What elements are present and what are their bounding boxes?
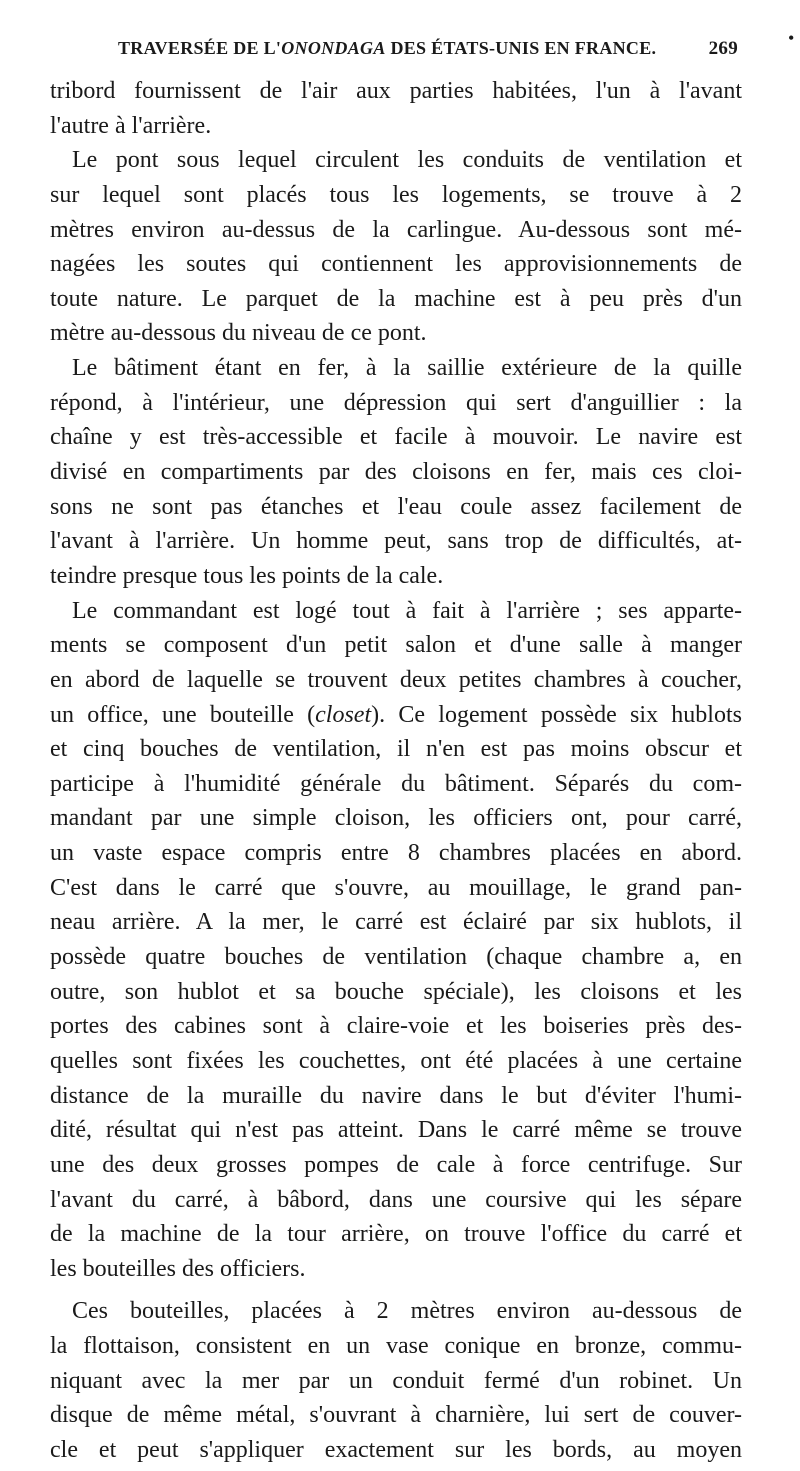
- text-line: cle et peut s'appliquer exactement sur les bords, au moyen: [50, 1436, 742, 1463]
- text-line: quelles sont fixées les couchettes, ont été placées à une certaine: [50, 1047, 742, 1074]
- running-header: [118, 38, 738, 68]
- italic-word: closet: [315, 701, 372, 728]
- paragraph-gap: [50, 1286, 742, 1294]
- text-line: en abord de laquelle se trouvent deux petites chambres à coucher,: [50, 666, 742, 693]
- text-line: participe à l'humidité générale du bâtiment. Séparés du com-: [50, 770, 742, 797]
- text-line: disque de même métal, s'ouvrant à charnière, lui sert de couver-: [50, 1402, 742, 1429]
- text-line: neau arrière. A la mer, le carré est éclairé par six hublots, il: [50, 909, 742, 936]
- body-text: [50, 74, 742, 1468]
- text-line: portes des cabines sont à claire-voie et les boiseries près des-: [50, 1013, 742, 1040]
- text-line: la flottaison, consistent en un vase conique en bronze, commu-: [50, 1333, 742, 1360]
- text-line: Le bâtiment étant en fer, à la saillie extérieure de la quille: [72, 355, 742, 382]
- text-line: les bouteilles des officiers.: [50, 1255, 306, 1282]
- text-line: de la machine de la tour arrière, on trouve l'office du carré et: [50, 1221, 742, 1248]
- text-line: tribord fournissent de l'air aux parties habitées, l'un à l'avant: [50, 78, 742, 104]
- text-line: répond, à l'intérieur, une dépression qui sert d'anguillier : la: [50, 389, 742, 416]
- text-line: sur lequel sont placés tous les logements, se trouve à 2: [50, 181, 742, 208]
- text-line: niquant avec la mer par un conduit fermé d'un robinet. Un: [50, 1367, 742, 1394]
- text-line: ments se composent d'un petit salon et d'une salle à manger: [50, 632, 742, 659]
- text-line: C'est dans le carré que s'ouvre, au mouillage, le grand pan-: [50, 874, 742, 901]
- text-line: mètre au-dessous du niveau de ce pont.: [50, 320, 427, 347]
- text-line: sons ne sont pas étanches et l'eau coule assez facilement de: [50, 493, 742, 520]
- running-title: TRAVERSÉE DE L'ONONDAGA DES ÉTATS-UNIS EN FRANCE.: [118, 38, 657, 58]
- text-line: et cinq bouches de ventilation, il n'en est pas moins obscur et: [50, 736, 742, 763]
- text-line: distance de la muraille du navire dans le but d'éviter l'humi-: [50, 1082, 742, 1109]
- text-line: toute nature. Le parquet de la machine est à peu près d'un: [50, 285, 742, 312]
- text-line: nagées les soutes qui contiennent les approvisionnements de: [50, 251, 742, 278]
- text-line: une des deux grosses pompes de cale à force centrifuge. Sur: [50, 1151, 742, 1178]
- text-line: Le pont sous lequel circulent les conduits de ventilation et: [72, 147, 742, 174]
- text-line: l'avant du carré, à bâbord, dans une coursive qui les sépare: [50, 1186, 742, 1213]
- text-line: un vaste espace compris entre 8 chambres placées en abord.: [50, 840, 742, 867]
- text-line: l'avant à l'arrière. Un homme peut, sans trop de difficultés, at-: [50, 528, 742, 555]
- text-line: chaîne y est très-accessible et facile à mouvoir. Le navire est: [50, 424, 742, 451]
- text-line: mètres environ au-dessus de la carlingue. Au-dessous sont mé-: [50, 216, 742, 243]
- text-line: l'autre à l'arrière.: [50, 112, 212, 139]
- text-line: mandant par une simple cloison, les officiers ont, pour carré,: [50, 805, 742, 832]
- corner-mark: •: [788, 30, 794, 47]
- ship-name: ONONDAGA: [281, 38, 386, 58]
- text-line: dité, résultat qui n'est pas atteint. Dans le carré même se trouve: [50, 1117, 742, 1144]
- text-line: divisé en compartiments par des cloisons en fer, mais ces cloi-: [50, 459, 742, 486]
- text-line: un office, une bouteille (closet). Ce logement possède six hublots: [50, 701, 742, 728]
- text-line: Le commandant est logé tout à fait à l'arrière ; ses apparte-: [72, 597, 742, 624]
- text-line: outre, son hublot et sa bouche spéciale), les cloisons et les: [50, 978, 742, 1005]
- text-line: Ces bouteilles, placées à 2 mètres environ au-dessous de: [72, 1298, 742, 1325]
- text-line: possède quatre bouches de ventilation (chaque chambre a, en: [50, 944, 742, 971]
- page-number: 269: [708, 38, 738, 59]
- text-line: teindre presque tous les points de la cale.: [50, 562, 444, 589]
